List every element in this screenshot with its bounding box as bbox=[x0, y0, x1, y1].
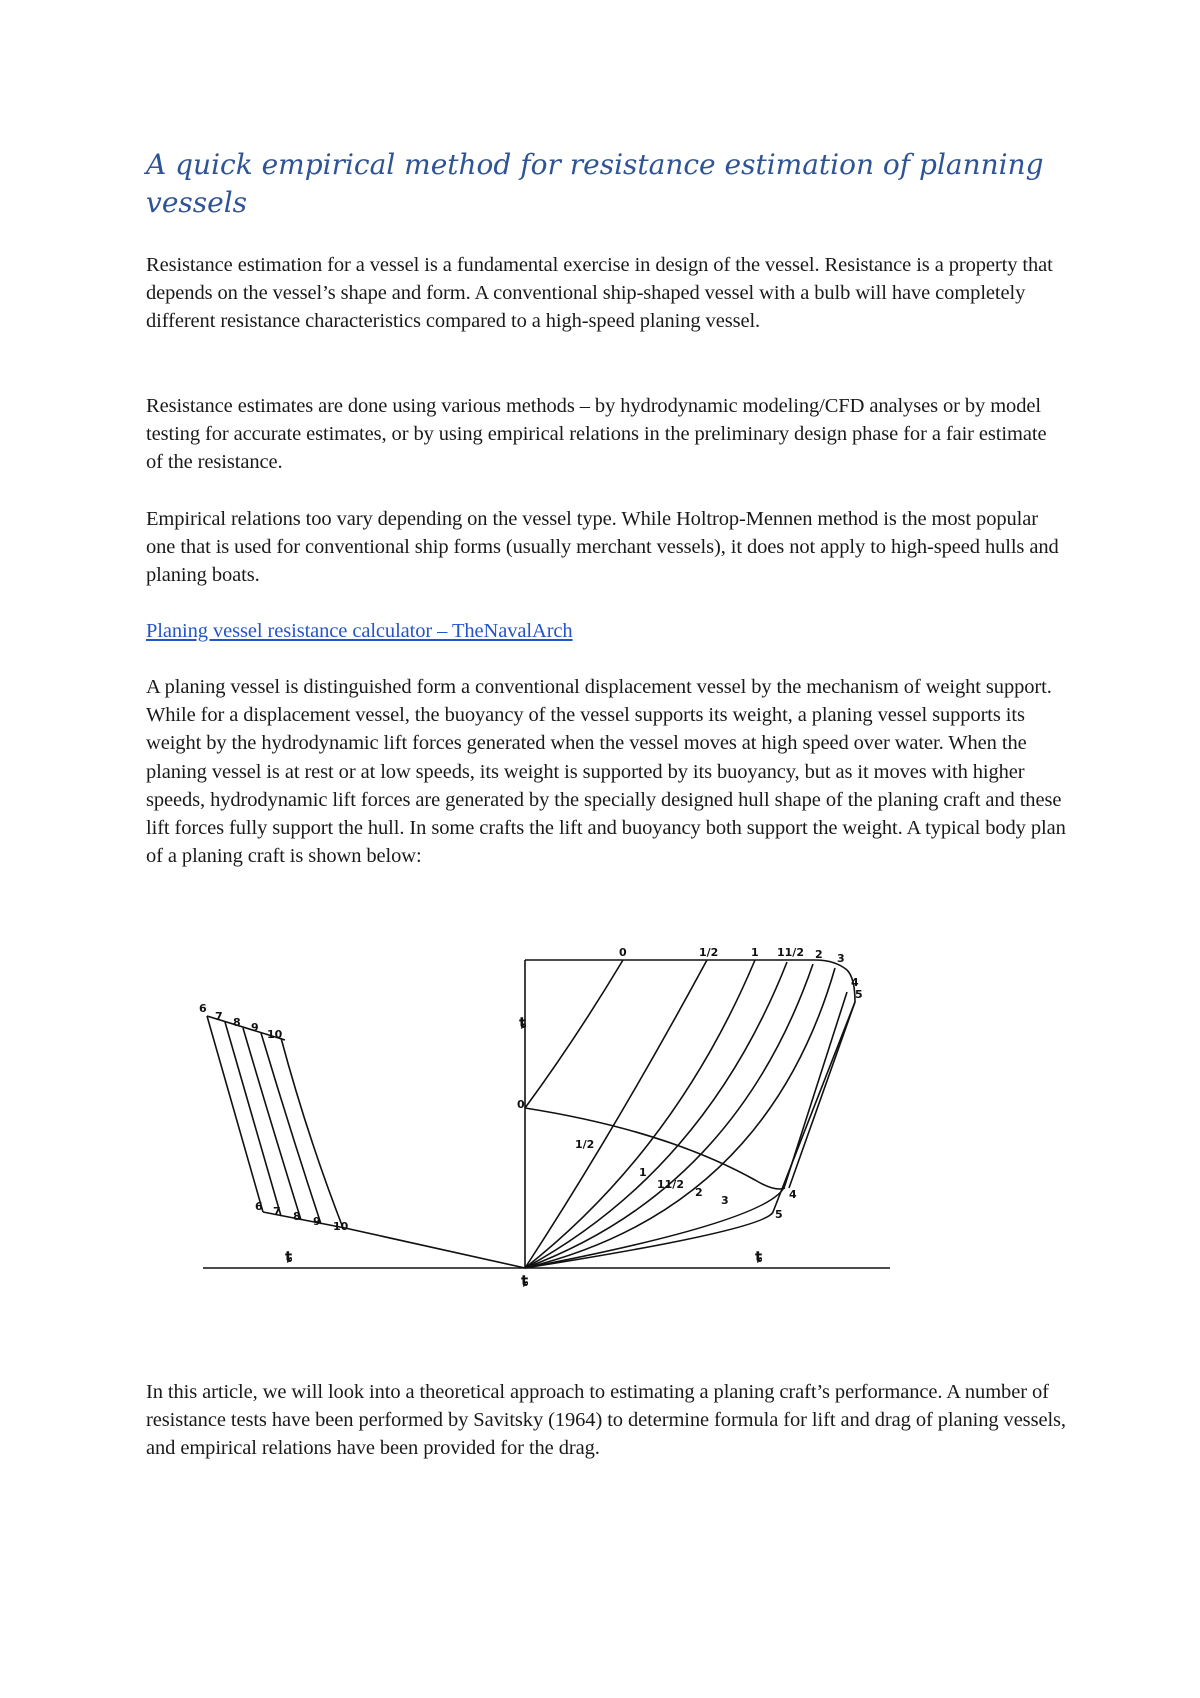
fwd-section-half bbox=[525, 960, 707, 1268]
centerline-symbol-bottom: ȶ bbox=[521, 1272, 529, 1290]
aft-chine-label-10: 10 bbox=[333, 1220, 349, 1233]
aft-section-10 bbox=[281, 1038, 343, 1228]
chine-label-0: 0 bbox=[517, 1098, 525, 1111]
chine-label-3: 3 bbox=[721, 1194, 729, 1207]
aft-bottom-line bbox=[345, 1228, 525, 1268]
aft-chine-label-6: 6 bbox=[255, 1200, 263, 1213]
paragraph-savitsky: In this article, we will look into a theoretical approach to estimating a planing craft’s performance. A number of resistance tests have been performed by Savitsky (1964) to determine formula for lift and drag of planing vessels, and empirical relations have been provided for the drag. bbox=[146, 1381, 1066, 1460]
centerline-symbol-top: ȶ bbox=[519, 1014, 527, 1032]
chine-label-1: 1 bbox=[639, 1166, 647, 1179]
chine-label-1-half: 11/2 bbox=[657, 1178, 684, 1191]
deck-label-1-half: 11/2 bbox=[777, 946, 804, 959]
calculator-link[interactable]: Planing vessel resistance calculator – TheNavalArch bbox=[146, 620, 573, 642]
body-plan-drawing bbox=[195, 930, 895, 1300]
fwd-section-5 bbox=[525, 1002, 855, 1268]
deck-label-2: 2 bbox=[815, 948, 823, 961]
aft-section-9 bbox=[261, 1033, 321, 1224]
chine-label-half: 1/2 bbox=[575, 1138, 595, 1151]
article-title: A quick empirical method for resistance estimation of planning vessels bbox=[146, 148, 1044, 219]
aft-chine-label-7: 7 bbox=[273, 1205, 281, 1218]
chine-label-2: 2 bbox=[695, 1186, 703, 1199]
deck-label-1: 1 bbox=[751, 946, 759, 959]
aft-label-8: 8 bbox=[233, 1016, 241, 1029]
aft-label-7: 7 bbox=[215, 1010, 223, 1023]
body-plan-figure bbox=[195, 930, 895, 1300]
aft-label-6: 6 bbox=[199, 1002, 207, 1015]
aft-label-10: 10 bbox=[267, 1028, 283, 1041]
aft-label-9: 9 bbox=[251, 1021, 259, 1034]
aft-chine-label-8: 8 bbox=[293, 1210, 301, 1223]
link-paragraph bbox=[146, 617, 1066, 645]
deck-label-4: 4 bbox=[851, 976, 859, 989]
deck-label-5: 5 bbox=[855, 988, 863, 1001]
aft-section-8 bbox=[243, 1028, 301, 1220]
paragraph-intro: Resistance estimation for a vessel is a fundamental exercise in design of the vessel. Resistance is a property that depends on the vessel’s shape and form. A conventional ship-shaped vessel with a bulb will have completely different resistance characteristics compared to a high-speed planing vessel. bbox=[146, 254, 1053, 333]
paragraph-empirical: Empirical relations too vary depending on the vessel type. While Holtrop-Mennen method is the most popular one that is used for conventional ship forms (usually merchant vessels), it does not apply to high-speed hulls and planing boats. bbox=[146, 508, 1059, 587]
centerline-symbol-right: ȶ bbox=[755, 1248, 763, 1266]
aft-section-6 bbox=[207, 1016, 263, 1212]
deck-line bbox=[525, 960, 847, 970]
fwd-section-3 bbox=[525, 968, 835, 1268]
paragraph-planing: A planing vessel is distinguished form a conventional displacement vessel by the mechanism of weight support. While for a displacement vessel, the buoyancy of the vessel supports its weight, a planing vessel supports its weight by the hydrodynamic lift forces generated when the vessel moves at high speed over water. When the planing vessel is at rest or at low speeds, its weight is supported by its buoyancy, but as it moves with higher speeds, hydrodynamic lift forces are generated by the specially designed hull shape of the planing craft and these lift forces fully support the hull. In some crafts the lift and buoyancy both support the weight. A typical body plan of a planing craft is shown below: bbox=[146, 676, 1066, 868]
chine-label-4: 4 bbox=[789, 1188, 797, 1201]
chine-curve bbox=[525, 1108, 785, 1189]
aft-chine-label-9: 9 bbox=[313, 1215, 321, 1228]
paragraph-methods: Resistance estimates are done using various methods – by hydrodynamic modeling/CFD analyses or by model testing for accurate estimates, or by using empirical relations in the preliminary design phase for a fair estimate of the resistance. bbox=[146, 395, 1047, 474]
centerline-symbol-left: ȶ bbox=[285, 1248, 293, 1266]
chine-label-5: 5 bbox=[775, 1208, 783, 1221]
aft-section-7 bbox=[225, 1022, 281, 1216]
deck-label-half: 1/2 bbox=[699, 946, 719, 959]
deck-label-3: 3 bbox=[837, 952, 845, 965]
deck-label-0: 0 bbox=[619, 946, 627, 959]
fwd-section-0-upper bbox=[525, 960, 623, 1108]
